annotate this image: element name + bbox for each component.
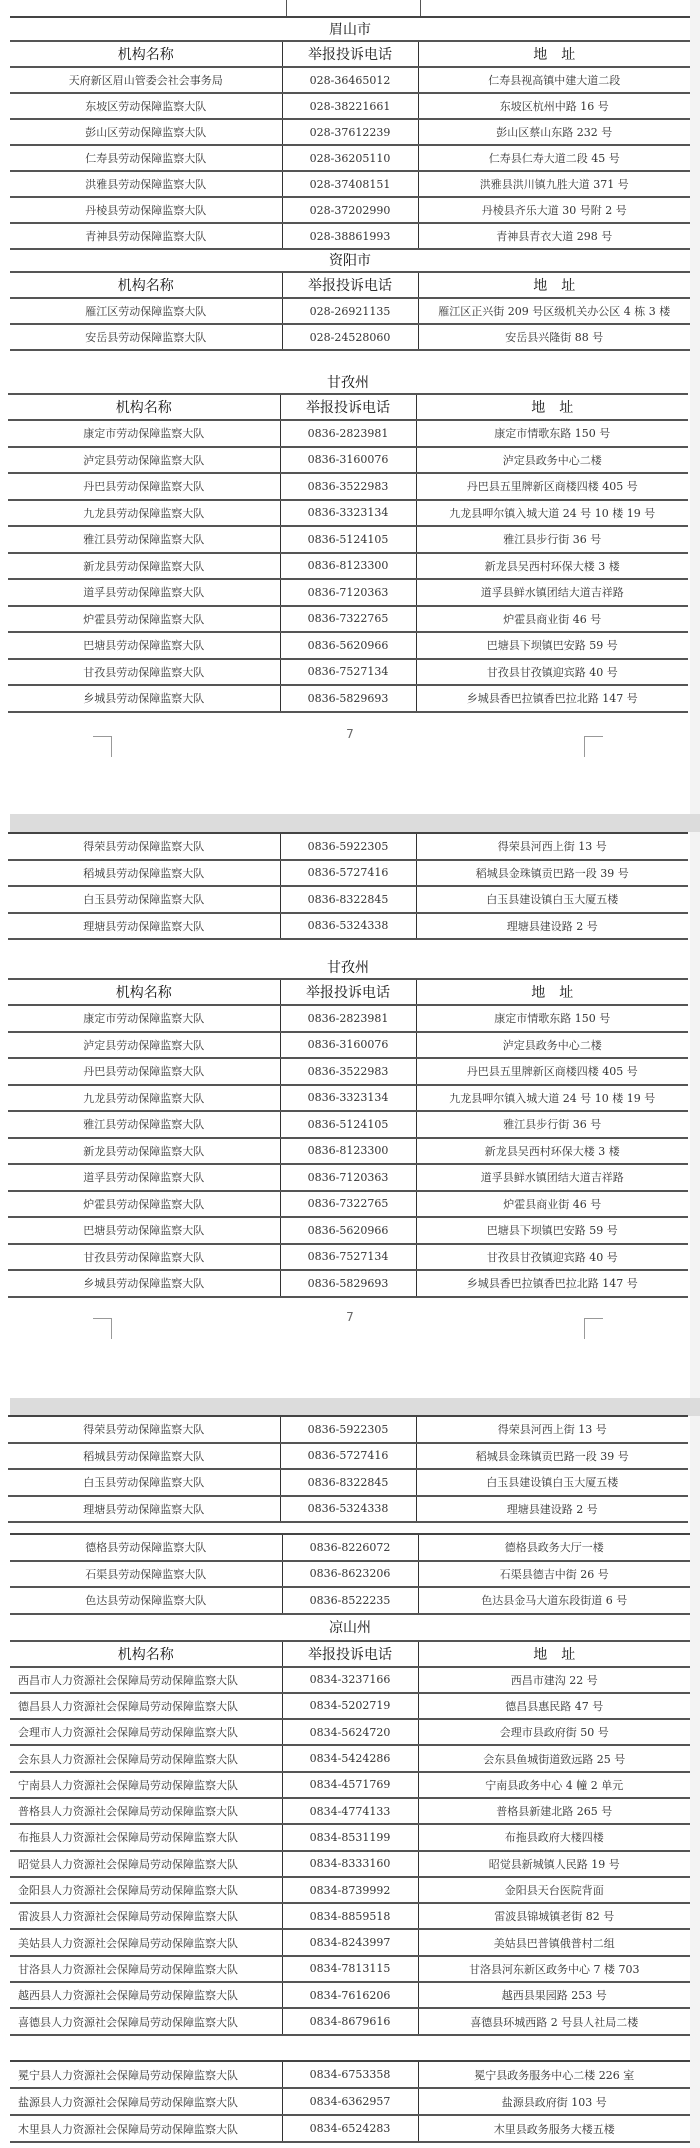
org-name-cell: 得荣县劳动保障监察大队: [8, 833, 280, 860]
table-row: [8, 1058, 688, 1085]
org-name-cell: 乡城县劳动保障监察大队: [8, 1270, 280, 1297]
phone-cell: 0836-3160076: [280, 1032, 416, 1059]
phone-cell: 0834-6753358: [282, 2061, 418, 2088]
org-name-cell: 喜德县人力资源社会保障局劳动保障监察大队: [10, 2008, 282, 2034]
table-row: [10, 1745, 690, 1771]
address-cell: 喜德县环城西路 2 号县人社局二楼: [418, 2008, 690, 2034]
column-header-name: 机构名称: [8, 979, 280, 1005]
address-cell: 安岳县兴隆街 88 号: [418, 324, 690, 350]
table-row: [10, 1929, 690, 1955]
table-row: [8, 860, 688, 887]
org-name-cell: 洪雅县劳动保障监察大队: [10, 171, 282, 197]
address-cell: 泸定县政务中心二楼: [416, 447, 688, 474]
address-cell: 康定市情歌东路 150 号: [416, 420, 688, 447]
org-name-cell: 昭觉县人力资源社会保障局劳动保障监察大队: [10, 1851, 282, 1877]
org-name-cell: 白玉县劳动保障监察大队: [8, 1469, 280, 1496]
phone-cell: 0836-5324338: [280, 913, 416, 940]
ziyang-table: [10, 248, 690, 351]
phone-cell: 0836-2823981: [280, 420, 416, 447]
crop-mark-left: [93, 736, 112, 757]
phone-cell: 0836-5124105: [280, 526, 416, 553]
org-name-cell: 色达县劳动保障监察大队: [10, 1587, 282, 1614]
table-row: [8, 632, 688, 659]
phone-cell: 0836-3323134: [280, 500, 416, 527]
org-name-cell: 东坡区劳动保障监察大队: [10, 93, 282, 119]
section-title: 凉山州: [10, 1615, 690, 1641]
phone-cell: 0834-4571769: [282, 1772, 418, 1798]
section-title: 甘孜州: [8, 955, 688, 979]
phone-cell: 0836-5922305: [280, 833, 416, 860]
table-row: [8, 579, 688, 606]
phone-cell: 028-38221661: [282, 93, 418, 119]
table-row: [10, 119, 690, 145]
address-cell: 乡城县香巴拉镇香巴拉北路 147 号: [416, 685, 688, 712]
table-row: [10, 1587, 690, 1614]
table-row: [10, 1772, 690, 1798]
org-name-cell: 布拖县人力资源社会保障局劳动保障监察大队: [10, 1824, 282, 1850]
phone-cell: 0834-8243997: [282, 1929, 418, 1955]
section-title: 甘孜州: [8, 370, 688, 394]
column-header-address: 地 址: [416, 979, 688, 1005]
column-header-name: 机构名称: [10, 272, 282, 298]
address-cell: 丹棱县齐乐大道 30 号附 2 号: [418, 197, 690, 223]
table-row: [10, 2061, 690, 2088]
address-cell: 雁江区正兴街 209 号区级机关办公区 4 栋 3 楼: [418, 298, 690, 324]
table-row: [8, 1085, 688, 1112]
address-cell: 越西县果园路 253 号: [418, 1982, 690, 2008]
table-row: [8, 1005, 688, 1032]
address-cell: 仁寿县视高镇中建大道二段: [418, 67, 690, 93]
address-cell: 理塘县建设路 2 号: [416, 913, 688, 940]
table-row: [8, 447, 688, 474]
phone-cell: 0836-7120363: [280, 1164, 416, 1191]
phone-cell: 0834-7813115: [282, 1956, 418, 1982]
table-row: [10, 2088, 690, 2115]
table-row: [10, 298, 690, 324]
phone-cell: 0836-5124105: [280, 1111, 416, 1138]
table-row: [8, 1244, 688, 1271]
org-name-cell: 九龙县劳动保障监察大队: [8, 500, 280, 527]
table-row: [8, 1138, 688, 1165]
org-name-cell: 甘洛县人力资源社会保障局劳动保障监察大队: [10, 1956, 282, 1982]
org-name-cell: 巴塘县劳动保障监察大队: [8, 632, 280, 659]
org-name-cell: 丹棱县劳动保障监察大队: [10, 197, 282, 223]
phone-cell: 0836-5620966: [280, 1217, 416, 1244]
org-name-cell: 盐源县人力资源社会保障局劳动保障监察大队: [10, 2088, 282, 2115]
address-cell: 九龙县呷尔镇入城大道 24 号 10 楼 19 号: [416, 500, 688, 527]
phone-cell: 0836-8123300: [280, 1138, 416, 1165]
section-title: 资阳市: [10, 248, 690, 272]
address-cell: 乡城县香巴拉镇香巴拉北路 147 号: [416, 1270, 688, 1297]
phone-cell: 0834-8739992: [282, 1877, 418, 1903]
org-name-cell: 雅江县劳动保障监察大队: [8, 526, 280, 553]
address-cell: 得荣县河西上街 13 号: [416, 833, 688, 860]
table-row: [8, 473, 688, 500]
table-row: [8, 1443, 688, 1470]
address-cell: 雷波县锦城镇老街 82 号: [418, 1903, 690, 1929]
org-name-cell: 德格县劳动保障监察大队: [10, 1534, 282, 1561]
phone-cell: 0836-3323134: [280, 1085, 416, 1112]
column-divider-stub: [286, 0, 287, 16]
phone-cell: 0836-7120363: [280, 579, 416, 606]
org-name-cell: 康定市劳动保障监察大队: [8, 1005, 280, 1032]
address-cell: 美姑县巴普镇俄普村二组: [418, 1929, 690, 1955]
phone-cell: 028-36205110: [282, 145, 418, 171]
address-cell: 炉霍县商业街 46 号: [416, 606, 688, 633]
org-name-cell: 九龙县劳动保障监察大队: [8, 1085, 280, 1112]
phone-cell: 0834-5624720: [282, 1719, 418, 1745]
org-name-cell: 金阳县人力资源社会保障局劳动保障监察大队: [10, 1877, 282, 1903]
phone-cell: 0836-5829693: [280, 1270, 416, 1297]
address-cell: 道孚县鲜水镇团结大道吉祥路: [416, 579, 688, 606]
org-name-cell: 炉霍县劳动保障监察大队: [8, 606, 280, 633]
phone-cell: 0834-3237166: [282, 1667, 418, 1693]
address-cell: 稻城县金珠镇贡巴路一段 39 号: [416, 1443, 688, 1470]
org-name-cell: 甘孜县劳动保障监察大队: [8, 659, 280, 686]
address-cell: 白玉县建设镇白玉大厦五楼: [416, 886, 688, 913]
table-row: [8, 500, 688, 527]
phone-cell: 0836-8522235: [282, 1587, 418, 1614]
address-cell: 东坡区杭州中路 16 号: [418, 93, 690, 119]
phone-cell: 0834-6524283: [282, 2115, 418, 2142]
org-name-cell: 白玉县劳动保障监察大队: [8, 886, 280, 913]
table-row: [8, 685, 688, 712]
org-name-cell: 丹巴县劳动保障监察大队: [8, 473, 280, 500]
table-row: [10, 1534, 690, 1561]
table-row: [8, 1416, 688, 1443]
table-ganzi-cont-1: [8, 832, 688, 940]
org-name-cell: 宁南县人力资源社会保障局劳动保障监察大队: [10, 1772, 282, 1798]
liangshan-table: [10, 1615, 690, 2036]
page-break-band: [10, 1398, 700, 1416]
table-row: [8, 833, 688, 860]
org-name-cell: 雷波县人力资源社会保障局劳动保障监察大队: [10, 1903, 282, 1929]
ganzi-cont-table-1: [8, 832, 688, 940]
org-name-cell: 炉霍县劳动保障监察大队: [8, 1191, 280, 1218]
address-cell: 会东县鱼城街道致远路 25 号: [418, 1745, 690, 1771]
org-name-cell: 新龙县劳动保障监察大队: [8, 553, 280, 580]
table-ganzi-1: [8, 370, 688, 713]
org-name-cell: 道孚县劳动保障监察大队: [8, 1164, 280, 1191]
org-name-cell: 美姑县人力资源社会保障局劳动保障监察大队: [10, 1929, 282, 1955]
address-cell: 巴塘县下坝镇巴安路 59 号: [416, 1217, 688, 1244]
phone-cell: 0836-2823981: [280, 1005, 416, 1032]
table-row: [10, 1982, 690, 2008]
address-cell: 道孚县鲜水镇团结大道吉祥路: [416, 1164, 688, 1191]
column-header-name: 机构名称: [10, 1641, 282, 1667]
phone-cell: 028-37612239: [282, 119, 418, 145]
column-header-phone: 举报投诉电话: [282, 272, 418, 298]
address-cell: 九龙县呷尔镇入城大道 24 号 10 楼 19 号: [416, 1085, 688, 1112]
address-cell: 盐源县政府街 103 号: [418, 2088, 690, 2115]
org-name-cell: 冕宁县人力资源社会保障局劳动保障监察大队: [10, 2061, 282, 2088]
org-name-cell: 雅江县劳动保障监察大队: [8, 1111, 280, 1138]
address-cell: 新龙县吴西村环保大楼 3 楼: [416, 1138, 688, 1165]
org-name-cell: 西昌市人力资源社会保障局劳动保障监察大队: [10, 1667, 282, 1693]
phone-cell: 0834-8859518: [282, 1903, 418, 1929]
table-row: [8, 1111, 688, 1138]
org-name-cell: 稻城县劳动保障监察大队: [8, 860, 280, 887]
address-cell: 巴塘县下坝镇巴安路 59 号: [416, 632, 688, 659]
ganzi-cont-table-2: [8, 1415, 688, 1523]
column-divider-stub: [420, 0, 421, 16]
table-row: [10, 93, 690, 119]
table-row: [8, 1191, 688, 1218]
phone-cell: 0836-5829693: [280, 685, 416, 712]
phone-cell: 0836-8226072: [282, 1534, 418, 1561]
phone-cell: 0836-8322845: [280, 1469, 416, 1496]
address-cell: 雅江县步行街 36 号: [416, 526, 688, 553]
org-name-cell: 普格县人力资源社会保障局劳动保障监察大队: [10, 1798, 282, 1824]
column-header-address: 地 址: [418, 1641, 690, 1667]
table-row: [8, 1270, 688, 1297]
address-cell: 色达县金马大道东段街道 6 号: [418, 1587, 690, 1614]
table-row: [8, 1032, 688, 1059]
table-meishan: [10, 16, 690, 250]
address-cell: 得荣县河西上街 13 号: [416, 1416, 688, 1443]
org-name-cell: 雁江区劳动保障监察大队: [10, 298, 282, 324]
address-cell: 理塘县建设路 2 号: [416, 1496, 688, 1523]
table-row: [8, 886, 688, 913]
address-cell: 丹巴县五里牌新区商楼四楼 405 号: [416, 1058, 688, 1085]
table-row: [8, 526, 688, 553]
ganzi-cont-table-3: [10, 1533, 690, 1615]
address-cell: 青神县青衣大道 298 号: [418, 223, 690, 249]
page-edge: [690, 0, 700, 2148]
address-cell: 昭觉县新城镇人民路 19 号: [418, 1851, 690, 1877]
org-name-cell: 泸定县劳动保障监察大队: [8, 447, 280, 474]
phone-cell: 0834-5202719: [282, 1693, 418, 1719]
address-cell: 布拖县政府大楼四楼: [418, 1824, 690, 1850]
phone-cell: 0836-5727416: [280, 860, 416, 887]
phone-cell: 0836-5727416: [280, 1443, 416, 1470]
phone-cell: 0836-7322765: [280, 606, 416, 633]
phone-cell: 0836-8322845: [280, 886, 416, 913]
table-row: [10, 1667, 690, 1693]
table-row: [10, 1561, 690, 1588]
liangshan-cont-table: [10, 2060, 690, 2143]
table-row: [10, 1798, 690, 1824]
address-cell: 宁南县政务中心 4 幢 2 单元: [418, 1772, 690, 1798]
phone-cell: 0836-7322765: [280, 1191, 416, 1218]
table-row: [8, 1164, 688, 1191]
table-row: [10, 145, 690, 171]
table-row: [8, 606, 688, 633]
address-cell: 冕宁县政务服务中心二楼 226 室: [418, 2061, 690, 2088]
phone-cell: 028-36465012: [282, 67, 418, 93]
phone-cell: 028-24528060: [282, 324, 418, 350]
org-name-cell: 丹巴县劳动保障监察大队: [8, 1058, 280, 1085]
phone-cell: 0836-8123300: [280, 553, 416, 580]
table-row: [8, 553, 688, 580]
address-cell: 白玉县建设镇白玉大厦五楼: [416, 1469, 688, 1496]
org-name-cell: 理塘县劳动保障监察大队: [8, 1496, 280, 1523]
phone-cell: 0834-6362957: [282, 2088, 418, 2115]
address-cell: 德格县政务大厅一楼: [418, 1534, 690, 1561]
table-row: [10, 1824, 690, 1850]
org-name-cell: 德昌县人力资源社会保障局劳动保障监察大队: [10, 1693, 282, 1719]
address-cell: 康定市情歌东路 150 号: [416, 1005, 688, 1032]
address-cell: 甘孜县甘孜镇迎宾路 40 号: [416, 1244, 688, 1271]
table-row: [10, 1903, 690, 1929]
org-name-cell: 康定市劳动保障监察大队: [8, 420, 280, 447]
org-name-cell: 彭山区劳动保障监察大队: [10, 119, 282, 145]
phone-cell: 028-37408151: [282, 171, 418, 197]
table-row: [10, 1693, 690, 1719]
org-name-cell: 会理市人力资源社会保障局劳动保障监察大队: [10, 1719, 282, 1745]
table-row: [10, 223, 690, 249]
org-name-cell: 得荣县劳动保障监察大队: [8, 1416, 280, 1443]
table-ziyang: [10, 248, 690, 351]
org-name-cell: 天府新区眉山管委会社会事务局: [10, 67, 282, 93]
phone-cell: 0836-3522983: [280, 473, 416, 500]
org-name-cell: 仁寿县劳动保障监察大队: [10, 145, 282, 171]
column-header-phone: 举报投诉电话: [280, 979, 416, 1005]
phone-cell: 0836-3160076: [280, 447, 416, 474]
phone-cell: 0834-8531199: [282, 1824, 418, 1850]
table-ganzi-cont-3: [10, 1533, 690, 2036]
address-cell: 泸定县政务中心二楼: [416, 1032, 688, 1059]
phone-cell: 0836-5620966: [280, 632, 416, 659]
address-cell: 彭山区蔡山东路 232 号: [418, 119, 690, 145]
org-name-cell: 会东县人力资源社会保障局劳动保障监察大队: [10, 1745, 282, 1771]
phone-cell: 0834-4774133: [282, 1798, 418, 1824]
table-row: [10, 67, 690, 93]
phone-cell: 0834-7616206: [282, 1982, 418, 2008]
address-cell: 甘孜县甘孜镇迎宾路 40 号: [416, 659, 688, 686]
address-cell: 德昌县惠民路 47 号: [418, 1693, 690, 1719]
table-row: [10, 171, 690, 197]
crop-mark-right: [584, 1318, 603, 1339]
table-row: [8, 420, 688, 447]
phone-cell: 0836-7527134: [280, 1244, 416, 1271]
table-liangshan-cont: [10, 2060, 690, 2143]
table-row: [10, 1719, 690, 1745]
crop-mark-left: [93, 1318, 112, 1339]
table-row: [8, 1469, 688, 1496]
phone-cell: 0836-3522983: [280, 1058, 416, 1085]
address-cell: 洪雅县洪川镇九胜大道 371 号: [418, 171, 690, 197]
address-cell: 会理市县政府街 50 号: [418, 1719, 690, 1745]
address-cell: 西昌市建沟 22 号: [418, 1667, 690, 1693]
phone-cell: 028-37202990: [282, 197, 418, 223]
org-name-cell: 青神县劳动保障监察大队: [10, 223, 282, 249]
table-row: [10, 1877, 690, 1903]
phone-cell: 0836-5324338: [280, 1496, 416, 1523]
phone-cell: 0834-8679616: [282, 2008, 418, 2034]
crop-mark-right: [584, 736, 603, 757]
column-header-phone: 举报投诉电话: [282, 1641, 418, 1667]
org-name-cell: 安岳县劳动保障监察大队: [10, 324, 282, 350]
table-row: [10, 1851, 690, 1877]
column-header-phone: 举报投诉电话: [282, 41, 418, 67]
phone-cell: 0836-5922305: [280, 1416, 416, 1443]
address-cell: 仁寿县仁寿大道二段 45 号: [418, 145, 690, 171]
meishan-table: [10, 16, 690, 250]
phone-cell: 028-26921135: [282, 298, 418, 324]
table-ganzi-2: [8, 955, 688, 1298]
table-row: [10, 1956, 690, 1982]
address-cell: 金阳县天台医院背面: [418, 1877, 690, 1903]
address-cell: 雅江县步行街 36 号: [416, 1111, 688, 1138]
page-number: 7: [346, 727, 354, 741]
table-row: [10, 2008, 690, 2034]
address-cell: 炉霍县商业街 46 号: [416, 1191, 688, 1218]
org-name-cell: 石渠县劳动保障监察大队: [10, 1561, 282, 1588]
org-name-cell: 稻城县劳动保障监察大队: [8, 1443, 280, 1470]
page-number: 7: [346, 1310, 354, 1324]
phone-cell: 0834-5424286: [282, 1745, 418, 1771]
table-row: [8, 1496, 688, 1523]
column-header-phone: 举报投诉电话: [280, 394, 416, 420]
org-name-cell: 甘孜县劳动保障监察大队: [8, 1244, 280, 1271]
org-name-cell: 木里县人力资源社会保障局劳动保障监察大队: [10, 2115, 282, 2142]
table-row: [8, 913, 688, 940]
column-header-address: 地 址: [418, 41, 690, 67]
org-name-cell: 越西县人力资源社会保障局劳动保障监察大队: [10, 1982, 282, 2008]
column-header-address: 地 址: [418, 272, 690, 298]
org-name-cell: 道孚县劳动保障监察大队: [8, 579, 280, 606]
table-row: [10, 2115, 690, 2142]
table-row: [10, 197, 690, 223]
table-row: [10, 324, 690, 350]
org-name-cell: 巴塘县劳动保障监察大队: [8, 1217, 280, 1244]
phone-cell: 0834-8333160: [282, 1851, 418, 1877]
phone-cell: 0836-8623206: [282, 1561, 418, 1588]
address-cell: 甘洛县河东新区政务中心 7 楼 703: [418, 1956, 690, 1982]
org-name-cell: 新龙县劳动保障监察大队: [8, 1138, 280, 1165]
org-name-cell: 乡城县劳动保障监察大队: [8, 685, 280, 712]
address-cell: 普格县新建北路 265 号: [418, 1798, 690, 1824]
ganzi-table-2: [8, 955, 688, 1298]
phone-cell: 0836-7527134: [280, 659, 416, 686]
phone-cell: 028-38861993: [282, 223, 418, 249]
address-cell: 丹巴县五里牌新区商楼四楼 405 号: [416, 473, 688, 500]
address-cell: 新龙县吴西村环保大楼 3 楼: [416, 553, 688, 580]
org-name-cell: 泸定县劳动保障监察大队: [8, 1032, 280, 1059]
page-break-band: [10, 814, 700, 832]
column-header-name: 机构名称: [8, 394, 280, 420]
ganzi-table-1: [8, 370, 688, 713]
table-row: [8, 1217, 688, 1244]
column-header-name: 机构名称: [10, 41, 282, 67]
address-cell: 稻城县金珠镇贡巴路一段 39 号: [416, 860, 688, 887]
table-ganzi-cont-2: [8, 1415, 688, 1523]
column-header-address: 地 址: [416, 394, 688, 420]
address-cell: 木里县政务服务大楼五楼: [418, 2115, 690, 2142]
address-cell: 石渠县德吉中街 26 号: [418, 1561, 690, 1588]
org-name-cell: 理塘县劳动保障监察大队: [8, 913, 280, 940]
section-title: 眉山市: [10, 17, 690, 41]
table-row: [8, 659, 688, 686]
